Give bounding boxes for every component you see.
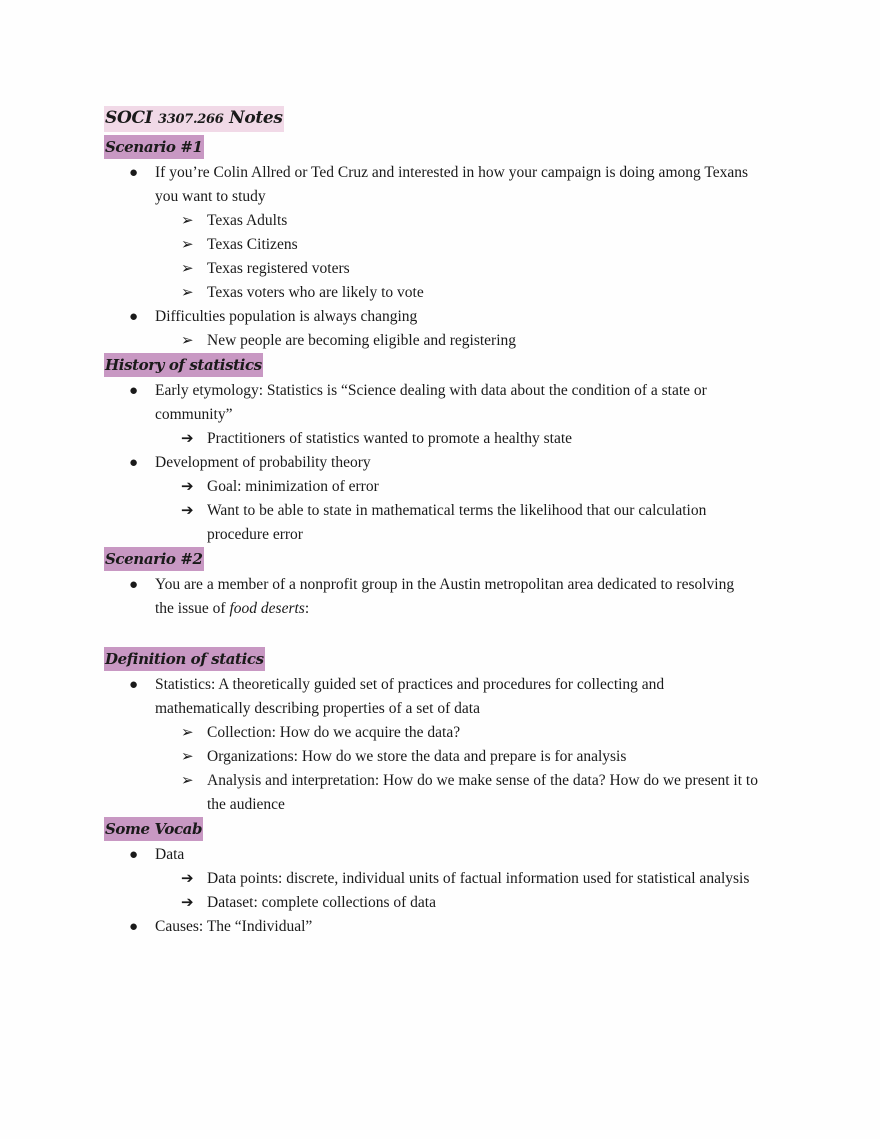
section-heading: Scenario #1 — [104, 135, 204, 159]
section-heading: Some Vocab — [104, 817, 203, 841]
section-heading: History of statistics — [104, 353, 263, 377]
arrow-right-icon: ➔ — [181, 895, 194, 911]
sub-list-item: ➔ Goal: minimization of error — [104, 475, 794, 499]
sub-list-item: ➢ Collection: How do we acquire the data? — [104, 721, 794, 745]
sub-list-item: ➢ Analysis and interpretation: How do we make sense of the data? How do we present it to — [104, 769, 794, 793]
sub-list-item: ➢ Texas registered voters — [104, 257, 794, 281]
sub-list-item-continuation: the audience — [207, 796, 285, 813]
list-item: ● Early etymology: Statistics is “Science dealing with data about the condition of a state or — [104, 379, 794, 403]
bullet-icon: ● — [129, 165, 139, 181]
sub-list-item: ➢ New people are becoming eligible and registering — [104, 329, 794, 353]
sub-list-item: ➔ Practitioners of statistics wanted to promote a healthy state — [104, 427, 794, 451]
chevron-icon: ➢ — [181, 749, 194, 765]
title-code: 3307.266 — [158, 112, 224, 127]
title-suffix: Notes — [229, 108, 283, 128]
bullet-icon: ● — [129, 383, 139, 399]
bullet-icon: ● — [129, 577, 139, 593]
list-item-continuation: mathematically describing properties of a set of data — [155, 700, 480, 717]
list-item: ● Difficulties population is always changing — [104, 305, 794, 329]
list-item: ● Data — [104, 843, 794, 867]
blank-line — [104, 621, 794, 647]
notes-content — [104, 104, 794, 939]
arrow-right-icon: ➔ — [181, 503, 194, 519]
chevron-icon: ➢ — [181, 237, 194, 253]
list-item-continuation: community” — [155, 406, 233, 423]
sub-list-item: ➢ Texas voters who are likely to vote — [104, 281, 794, 305]
document-title — [104, 104, 794, 135]
chevron-icon: ➢ — [181, 261, 194, 277]
chevron-icon: ➢ — [181, 213, 194, 229]
sub-list-item: ➢ Organizations: How do we store the data and prepare is for analysis — [104, 745, 794, 769]
title-highlight — [104, 106, 284, 132]
list-item: ● If you’re Colin Allred or Ted Cruz and interested in how your campaign is doing among Texans — [104, 161, 794, 185]
sub-list-item: ➢ Texas Adults — [104, 209, 794, 233]
bullet-icon: ● — [129, 455, 139, 471]
emphasis-text: food deserts — [229, 600, 305, 617]
list-item-continuation: the issue of food deserts: — [155, 600, 310, 617]
chevron-icon: ➢ — [181, 333, 194, 349]
list-item: ● Development of probability theory — [104, 451, 794, 475]
sub-list-item: ➔ Want to be able to state in mathematical terms the likelihood that our calculation — [104, 499, 794, 523]
arrow-right-icon: ➔ — [181, 431, 194, 447]
chevron-icon: ➢ — [181, 285, 194, 301]
section-heading: Definition of statics — [104, 647, 265, 671]
title-main: SOCI — [105, 108, 153, 128]
list-item: ● You are a member of a nonprofit group in the Austin metropolitan area dedicated to resolving — [104, 573, 794, 597]
arrow-right-icon: ➔ — [181, 479, 194, 495]
sub-list-item: ➔ Dataset: complete collections of data — [104, 891, 794, 915]
chevron-icon: ➢ — [181, 773, 194, 789]
arrow-right-icon: ➔ — [181, 871, 194, 887]
chevron-icon: ➢ — [181, 725, 194, 741]
bullet-icon: ● — [129, 847, 139, 863]
sub-list-item-continuation: procedure error — [207, 526, 303, 543]
list-item: ● Statistics: A theoretically guided set of practices and procedures for collecting and — [104, 673, 794, 697]
bullet-icon: ● — [129, 677, 139, 693]
bullet-icon: ● — [129, 919, 139, 935]
list-item-continuation: you want to study — [155, 188, 266, 205]
section-heading: Scenario #2 — [104, 547, 204, 571]
bullet-icon: ● — [129, 309, 139, 325]
sub-list-item: ➔ Data points: discrete, individual units of factual information used for statistical analysis — [104, 867, 794, 891]
list-item: ● Causes: The “Individual” — [104, 915, 794, 939]
sub-list-item: ➢ Texas Citizens — [104, 233, 794, 257]
